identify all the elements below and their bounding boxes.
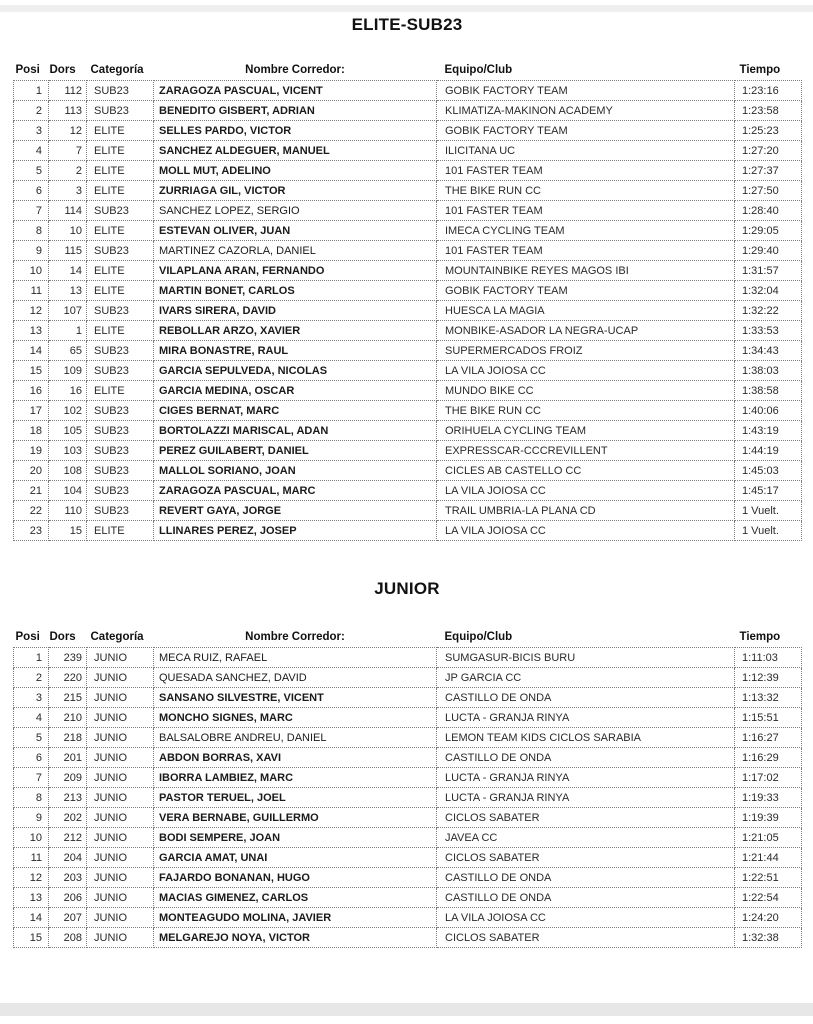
cell-rider-name: QUESADA SANCHEZ, DAVID (154, 668, 437, 688)
cell-team: ILICITANA UC (437, 141, 735, 161)
cell-category: JUNIO (87, 928, 154, 948)
cell-dorsal: 208 (49, 928, 87, 948)
cell-position: 13 (14, 888, 49, 908)
cell-rider-name: BORTOLAZZI MARISCAL, ADAN (154, 421, 437, 441)
cell-position: 3 (14, 688, 49, 708)
cell-position: 7 (14, 201, 49, 221)
cell-position: 3 (14, 121, 49, 141)
cell-team: SUPERMERCADOS FROIZ (437, 341, 735, 361)
result-row (14, 708, 802, 728)
cell-team: CICLOS SABATER (437, 928, 735, 948)
result-row (14, 668, 802, 688)
cell-category: SUB23 (87, 361, 154, 381)
cell-rider-name: IBORRA LAMBIEZ, MARC (154, 768, 437, 788)
cell-category: SUB23 (87, 441, 154, 461)
cell-category: ELITE (87, 121, 154, 141)
result-row (14, 501, 802, 521)
cell-rider-name: VILAPLANA ARAN, FERNANDO (154, 261, 437, 281)
cell-dorsal: 107 (49, 301, 87, 321)
cell-team: LEMON TEAM KIDS CICLOS SARABIA (437, 728, 735, 748)
cell-position: 14 (14, 908, 49, 928)
result-row (14, 441, 802, 461)
cell-time: 1:34:43 (735, 341, 802, 361)
cell-dorsal: 15 (49, 521, 87, 541)
cell-dorsal: 202 (49, 808, 87, 828)
cell-time: 1:32:22 (735, 301, 802, 321)
cell-position: 4 (14, 141, 49, 161)
cell-team: GOBIK FACTORY TEAM (437, 121, 735, 141)
cell-dorsal: 109 (49, 361, 87, 381)
cell-team: LA VILA JOIOSA CC (437, 361, 735, 381)
result-row (14, 241, 802, 261)
cell-time: 1:15:51 (735, 708, 802, 728)
table-header-row (14, 62, 802, 81)
cell-category: JUNIO (87, 868, 154, 888)
cell-position: 21 (14, 481, 49, 501)
cell-team: JP GARCIA CC (437, 668, 735, 688)
cell-time: 1:40:06 (735, 401, 802, 421)
cell-position: 16 (14, 381, 49, 401)
cell-time: 1 Vuelt. (735, 501, 802, 521)
column-header-posi: Posi (15, 64, 40, 76)
cell-position: 5 (14, 728, 49, 748)
cell-dorsal: 2 (49, 161, 87, 181)
cell-position: 2 (14, 101, 49, 121)
cell-time: 1:32:38 (735, 928, 802, 948)
result-row (14, 261, 802, 281)
result-row (14, 281, 802, 301)
cell-rider-name: BODI SEMPERE, JOAN (154, 828, 437, 848)
result-row (14, 928, 802, 948)
cell-rider-name: SANCHEZ LOPEZ, SERGIO (154, 201, 437, 221)
column-header-dors: Dors (49, 631, 76, 643)
cell-dorsal: 14 (49, 261, 87, 281)
cell-position: 9 (14, 808, 49, 828)
cell-rider-name: MOLL MUT, ADELINO (154, 161, 437, 181)
cell-category: JUNIO (87, 808, 154, 828)
cell-time: 1:25:23 (735, 121, 802, 141)
cell-dorsal: 1 (49, 321, 87, 341)
cell-time: 1:13:32 (735, 688, 802, 708)
cell-team: GOBIK FACTORY TEAM (437, 81, 735, 101)
cell-dorsal: 218 (49, 728, 87, 748)
result-row (14, 401, 802, 421)
section-title-junior: JUNIOR (374, 579, 440, 598)
cell-position: 4 (14, 708, 49, 728)
column-header-posi: Posi (15, 631, 40, 643)
cell-rider-name: MACIAS GIMENEZ, CARLOS (154, 888, 437, 908)
column-header-nombre: Nombre Corredor: (245, 64, 345, 76)
cell-position: 8 (14, 221, 49, 241)
cell-rider-name: ZURRIAGA GIL, VICTOR (154, 181, 437, 201)
cell-dorsal: 3 (49, 181, 87, 201)
result-row (14, 161, 802, 181)
cell-time: 1:21:44 (735, 848, 802, 868)
column-header-tiempo: Tiempo (739, 631, 781, 643)
cell-category: JUNIO (87, 648, 154, 668)
cell-category: SUB23 (87, 201, 154, 221)
cell-team: TRAIL UMBRIA-LA PLANA CD (437, 501, 735, 521)
cell-team: JAVEA CC (437, 828, 735, 848)
column-header-equipo: Equipo/Club (444, 631, 513, 643)
result-row (14, 728, 802, 748)
result-row (14, 808, 802, 828)
cell-rider-name: LLINARES PEREZ, JOSEP (154, 521, 437, 541)
result-row (14, 381, 802, 401)
cell-team: KLIMATIZA-MAKINON ACADEMY (437, 101, 735, 121)
cell-category: JUNIO (87, 708, 154, 728)
cell-time: 1:19:33 (735, 788, 802, 808)
cell-time: 1:28:40 (735, 201, 802, 221)
cell-time: 1:29:40 (735, 241, 802, 261)
cell-team: CASTILLO DE ONDA (437, 888, 735, 908)
cell-dorsal: 110 (49, 501, 87, 521)
cell-time: 1:16:29 (735, 748, 802, 768)
cell-position: 10 (14, 261, 49, 281)
cell-position: 12 (14, 301, 49, 321)
table-header-row (14, 629, 802, 648)
table-body-elite-sub23 (14, 81, 802, 541)
cell-team: MOUNTAINBIKE REYES MAGOS IBI (437, 261, 735, 281)
cell-position: 14 (14, 341, 49, 361)
cell-time: 1:12:39 (735, 668, 802, 688)
cell-category: JUNIO (87, 688, 154, 708)
cell-dorsal: 239 (49, 648, 87, 668)
cell-time: 1:44:19 (735, 441, 802, 461)
cell-position: 19 (14, 441, 49, 461)
cell-time: 1:11:03 (735, 648, 802, 668)
cell-category: ELITE (87, 141, 154, 161)
cell-rider-name: MIRA BONASTRE, RAUL (154, 341, 437, 361)
cell-team: CICLOS SABATER (437, 808, 735, 828)
cell-category: ELITE (87, 181, 154, 201)
cell-position: 17 (14, 401, 49, 421)
cell-dorsal: 201 (49, 748, 87, 768)
cell-team: LA VILA JOIOSA CC (437, 521, 735, 541)
cell-dorsal: 220 (49, 668, 87, 688)
cell-team: ORIHUELA CYCLING TEAM (437, 421, 735, 441)
cell-team: CICLES AB CASTELLO CC (437, 461, 735, 481)
cell-rider-name: CIGES BERNAT, MARC (154, 401, 437, 421)
cell-dorsal: 104 (49, 481, 87, 501)
cell-position: 11 (14, 281, 49, 301)
cell-time: 1:38:03 (735, 361, 802, 381)
cell-rider-name: BENEDITO GISBERT, ADRIAN (154, 101, 437, 121)
cell-team: LUCTA - GRANJA RINYA (437, 708, 735, 728)
cell-dorsal: 113 (49, 101, 87, 121)
cell-position: 8 (14, 788, 49, 808)
cell-time: 1:31:57 (735, 261, 802, 281)
column-header-tiempo: Tiempo (739, 64, 781, 76)
cell-category: ELITE (87, 221, 154, 241)
cell-rider-name: SELLES PARDO, VICTOR (154, 121, 437, 141)
cell-time: 1:23:58 (735, 101, 802, 121)
cell-category: JUNIO (87, 788, 154, 808)
cell-time: 1:23:16 (735, 81, 802, 101)
result-row (14, 648, 802, 668)
cell-category: SUB23 (87, 341, 154, 361)
cell-time: 1:43:19 (735, 421, 802, 441)
cell-dorsal: 209 (49, 768, 87, 788)
result-row (14, 421, 802, 441)
cell-category: ELITE (87, 161, 154, 181)
cell-rider-name: PASTOR TERUEL, JOEL (154, 788, 437, 808)
cell-category: ELITE (87, 521, 154, 541)
result-row (14, 201, 802, 221)
cell-team: LUCTA - GRANJA RINYA (437, 788, 735, 808)
cell-position: 1 (14, 648, 49, 668)
section-elite-sub23 (13, 15, 801, 541)
cell-dorsal: 213 (49, 788, 87, 808)
cell-category: ELITE (87, 381, 154, 401)
result-row (14, 888, 802, 908)
cell-category: SUB23 (87, 301, 154, 321)
cell-category: SUB23 (87, 421, 154, 441)
result-row (14, 868, 802, 888)
cell-category: SUB23 (87, 461, 154, 481)
cell-position: 2 (14, 668, 49, 688)
cell-position: 1 (14, 81, 49, 101)
cell-dorsal: 210 (49, 708, 87, 728)
cell-time: 1:45:17 (735, 481, 802, 501)
result-row (14, 121, 802, 141)
result-row (14, 521, 802, 541)
cell-team: LA VILA JOIOSA CC (437, 481, 735, 501)
column-header-dors: Dors (49, 64, 76, 76)
cell-rider-name: MONCHO SIGNES, MARC (154, 708, 437, 728)
cell-category: SUB23 (87, 481, 154, 501)
cell-team: SUMGASUR-BICIS BURU (437, 648, 735, 668)
cell-rider-name: PEREZ GUILABERT, DANIEL (154, 441, 437, 461)
column-header-categoria: Categoría (90, 64, 144, 76)
cell-position: 9 (14, 241, 49, 261)
cell-position: 11 (14, 848, 49, 868)
result-row (14, 141, 802, 161)
result-row (14, 908, 802, 928)
cell-category: JUNIO (87, 828, 154, 848)
cell-rider-name: MELGAREJO NOYA, VICTOR (154, 928, 437, 948)
cell-team: IMECA CYCLING TEAM (437, 221, 735, 241)
cell-time: 1 Vuelt. (735, 521, 802, 541)
cell-dorsal: 207 (49, 908, 87, 928)
cell-rider-name: FAJARDO BONANAN, HUGO (154, 868, 437, 888)
cell-rider-name: VERA BERNABE, GUILLERMO (154, 808, 437, 828)
cell-time: 1:38:58 (735, 381, 802, 401)
table-body-junior (14, 648, 802, 948)
cell-rider-name: SANSANO SILVESTRE, VICENT (154, 688, 437, 708)
cell-team: 101 FASTER TEAM (437, 161, 735, 181)
cell-rider-name: GARCIA SEPULVEDA, NICOLAS (154, 361, 437, 381)
cell-position: 7 (14, 768, 49, 788)
cell-position: 23 (14, 521, 49, 541)
cell-dorsal: 112 (49, 81, 87, 101)
cell-position: 18 (14, 421, 49, 441)
cell-category: JUNIO (87, 888, 154, 908)
cell-team: THE BIKE RUN CC (437, 401, 735, 421)
column-header-equipo: Equipo/Club (444, 64, 513, 76)
cell-dorsal: 204 (49, 848, 87, 868)
cell-team: EXPRESSCAR-CCCREVILLENT (437, 441, 735, 461)
cell-rider-name: MARTINEZ CAZORLA, DANIEL (154, 241, 437, 261)
cell-rider-name: SANCHEZ ALDEGUER, MANUEL (154, 141, 437, 161)
column-header-categoria: Categoría (90, 631, 144, 643)
cell-time: 1:27:37 (735, 161, 802, 181)
result-row (14, 81, 802, 101)
cell-rider-name: BALSALOBRE ANDREU, DANIEL (154, 728, 437, 748)
result-row (14, 341, 802, 361)
cell-dorsal: 115 (49, 241, 87, 261)
cell-team: LUCTA - GRANJA RINYA (437, 768, 735, 788)
cell-position: 22 (14, 501, 49, 521)
cell-dorsal: 12 (49, 121, 87, 141)
cell-position: 15 (14, 361, 49, 381)
cell-team: 101 FASTER TEAM (437, 201, 735, 221)
cell-category: JUNIO (87, 748, 154, 768)
cell-team: LA VILA JOIOSA CC (437, 908, 735, 928)
cell-position: 12 (14, 868, 49, 888)
section-title-elite-sub23: ELITE-SUB23 (351, 15, 463, 34)
cell-time: 1:19:39 (735, 808, 802, 828)
cell-time: 1:27:50 (735, 181, 802, 201)
cell-time: 1:33:53 (735, 321, 802, 341)
cell-category: ELITE (87, 261, 154, 281)
cell-rider-name: REBOLLAR ARZO, XAVIER (154, 321, 437, 341)
cell-time: 1:21:05 (735, 828, 802, 848)
result-row (14, 301, 802, 321)
page-top-separator (0, 5, 813, 12)
cell-dorsal: 103 (49, 441, 87, 461)
result-row (14, 788, 802, 808)
result-row (14, 748, 802, 768)
cell-team: GOBIK FACTORY TEAM (437, 281, 735, 301)
cell-team: CASTILLO DE ONDA (437, 748, 735, 768)
cell-category: SUB23 (87, 401, 154, 421)
cell-position: 15 (14, 928, 49, 948)
cell-time: 1:29:05 (735, 221, 802, 241)
cell-rider-name: ESTEVAN OLIVER, JUAN (154, 221, 437, 241)
cell-time: 1:24:20 (735, 908, 802, 928)
result-row (14, 101, 802, 121)
cell-category: SUB23 (87, 101, 154, 121)
result-row (14, 828, 802, 848)
results-table-elite-sub23 (13, 62, 802, 541)
cell-dorsal: 16 (49, 381, 87, 401)
cell-time: 1:22:51 (735, 868, 802, 888)
cell-time: 1:22:54 (735, 888, 802, 908)
cell-rider-name: REVERT GAYA, JORGE (154, 501, 437, 521)
cell-time: 1:27:20 (735, 141, 802, 161)
cell-position: 6 (14, 748, 49, 768)
result-row (14, 321, 802, 341)
cell-dorsal: 114 (49, 201, 87, 221)
result-row (14, 181, 802, 201)
cell-category: JUNIO (87, 728, 154, 748)
cell-team: THE BIKE RUN CC (437, 181, 735, 201)
cell-dorsal: 105 (49, 421, 87, 441)
result-row (14, 688, 802, 708)
cell-category: JUNIO (87, 668, 154, 688)
cell-category: JUNIO (87, 768, 154, 788)
cell-rider-name: ZARAGOZA PASCUAL, VICENT (154, 81, 437, 101)
cell-time: 1:32:04 (735, 281, 802, 301)
cell-time: 1:16:27 (735, 728, 802, 748)
cell-team: MONBIKE-ASADOR LA NEGRA-UCAP (437, 321, 735, 341)
column-header-nombre: Nombre Corredor: (245, 631, 345, 643)
cell-dorsal: 212 (49, 828, 87, 848)
cell-rider-name: MECA RUIZ, RAFAEL (154, 648, 437, 668)
cell-team: HUESCA LA MAGIA (437, 301, 735, 321)
cell-rider-name: IVARS SIRERA, DAVID (154, 301, 437, 321)
page-bottom-separator (0, 1003, 813, 1016)
cell-team: 101 FASTER TEAM (437, 241, 735, 261)
result-row (14, 768, 802, 788)
result-row (14, 461, 802, 481)
cell-dorsal: 206 (49, 888, 87, 908)
result-row (14, 481, 802, 501)
cell-rider-name: GARCIA MEDINA, OSCAR (154, 381, 437, 401)
cell-category: ELITE (87, 321, 154, 341)
cell-dorsal: 108 (49, 461, 87, 481)
cell-dorsal: 203 (49, 868, 87, 888)
cell-rider-name: ZARAGOZA PASCUAL, MARC (154, 481, 437, 501)
cell-rider-name: MALLOL SORIANO, JOAN (154, 461, 437, 481)
result-row (14, 361, 802, 381)
results-document-page (13, 12, 801, 948)
cell-rider-name: MARTIN BONET, CARLOS (154, 281, 437, 301)
cell-category: JUNIO (87, 908, 154, 928)
cell-position: 20 (14, 461, 49, 481)
cell-category: JUNIO (87, 848, 154, 868)
cell-category: SUB23 (87, 81, 154, 101)
cell-team: MUNDO BIKE CC (437, 381, 735, 401)
result-row (14, 221, 802, 241)
cell-category: SUB23 (87, 241, 154, 261)
result-row (14, 848, 802, 868)
cell-team: CASTILLO DE ONDA (437, 688, 735, 708)
cell-dorsal: 10 (49, 221, 87, 241)
results-table-junior (13, 629, 802, 948)
cell-dorsal: 102 (49, 401, 87, 421)
cell-rider-name: ABDON BORRAS, XAVI (154, 748, 437, 768)
cell-category: ELITE (87, 281, 154, 301)
section-junior (13, 579, 801, 948)
cell-position: 10 (14, 828, 49, 848)
cell-time: 1:17:02 (735, 768, 802, 788)
cell-dorsal: 65 (49, 341, 87, 361)
cell-dorsal: 215 (49, 688, 87, 708)
cell-team: CASTILLO DE ONDA (437, 868, 735, 888)
cell-team: CICLOS SABATER (437, 848, 735, 868)
cell-rider-name: MONTEAGUDO MOLINA, JAVIER (154, 908, 437, 928)
cell-dorsal: 13 (49, 281, 87, 301)
cell-position: 6 (14, 181, 49, 201)
cell-dorsal: 7 (49, 141, 87, 161)
cell-category: SUB23 (87, 501, 154, 521)
cell-position: 5 (14, 161, 49, 181)
cell-time: 1:45:03 (735, 461, 802, 481)
cell-rider-name: GARCIA AMAT, UNAI (154, 848, 437, 868)
cell-position: 13 (14, 321, 49, 341)
